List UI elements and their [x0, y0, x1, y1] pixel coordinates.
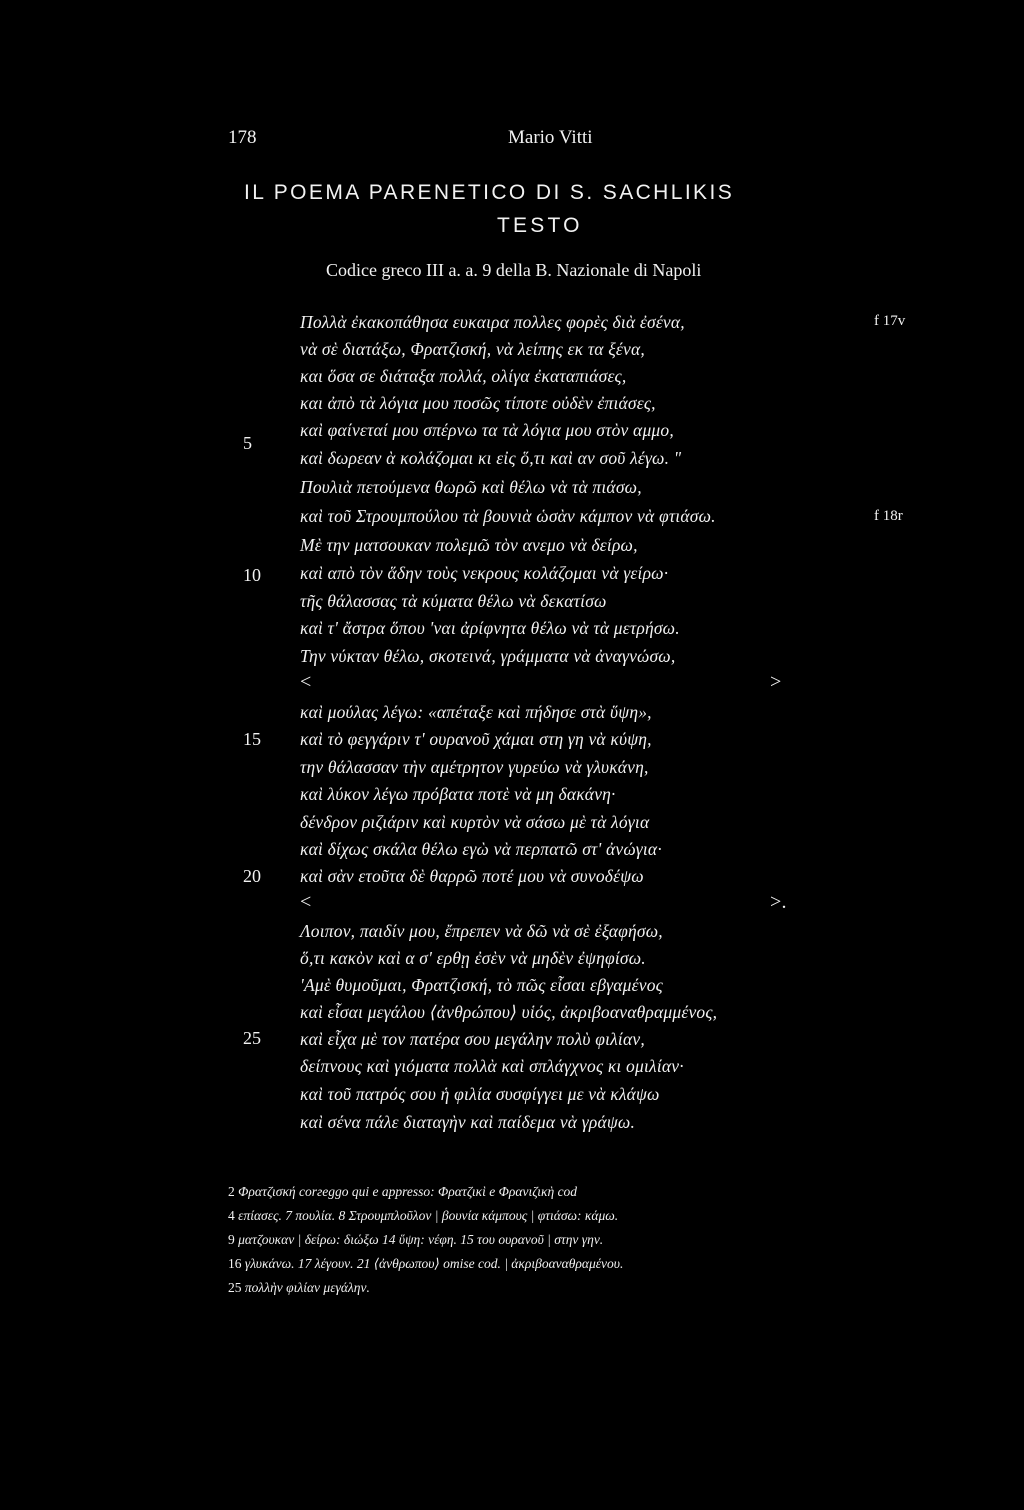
section-subtitle: TESTO — [497, 214, 583, 237]
line-number: 20 — [243, 866, 261, 886]
verse-line: καὶ φαίνεταί μου σπέρνω τα τὰ λόγια μου στὸν αμμο, — [300, 420, 674, 440]
folio-mark: f 18r — [874, 508, 903, 524]
verse-line: τῆς θάλασσας τὰ κύματα θέλω νὰ δεκατίσω — [300, 591, 607, 611]
lacuna-open-bracket: < — [300, 671, 312, 693]
verse-line: καὶ εἶσαι μεγάλου ⟨ἀνθρώπου⟩ υἱός, ἀκριβοαναθραμμένος, — [300, 1002, 718, 1022]
folio-mark: f 17v — [874, 313, 906, 329]
verse-line: καὶ σὰν ετοῦτα δὲ θαρρῶ ποτέ μου νὰ συνοδέψω — [300, 866, 644, 886]
line-number: 15 — [243, 729, 261, 749]
apparatus-number: 4 — [228, 1208, 235, 1223]
verse-line: νὰ σὲ διατάξω, Φρατζισκή, νὰ λείπης εκ τα ξένα, — [300, 339, 645, 359]
apparatus-text: γλυκάνω. 17 λέγουν. 21 ⟨ἀνθρωπου⟩ omise cod. | ἀκριβοαναθραμένου. — [244, 1256, 624, 1271]
verse-line: καὶ τοῦ Στρουμπούλου τὰ βουνιὰ ὡσὰν κάμπον νὰ φτιάσω. — [300, 506, 716, 526]
verse-line: Πουλιὰ πετούμενα θωρῶ καὶ θέλω νὰ τὰ πιάσω, — [300, 477, 642, 497]
page-number: 178 — [228, 127, 257, 148]
verse-line: δείπνους καὶ γιόματα πολλὰ καὶ σπλάγχνος κι ομιλίαν· — [300, 1056, 684, 1076]
apparatus-line — [228, 1280, 370, 1296]
verse-line: καὶ απὸ τὸν ἅδην τοὺς νεκρους κολάζομαι νὰ γείρω· — [300, 563, 669, 583]
apparatus-line — [228, 1208, 618, 1224]
lacuna-close-bracket: >. — [770, 891, 787, 913]
verse-line: καὶ δωρεαν ὰ κολάζομαι κι εἰς ὅ,τι καὶ αν σοῦ λέγω. " — [300, 448, 682, 468]
verse-line: καὶ τ' ἄστρα ὅπου 'ναι ἀρίφνητα θέλω νὰ τὰ μετρήσω. — [300, 618, 680, 638]
apparatus-line — [228, 1184, 577, 1200]
verse-line: καὶ μούλας λέγω: «απέταξε καὶ πήδησε στὰ ὕψη», — [300, 702, 652, 722]
verse-line: καὶ λύκον λέγω πρόβατα ποτὲ νὰ μη δακάνη· — [300, 784, 616, 804]
apparatus-text: επίασες. 7 πουλία. 8 Στρουμπλοῦλον | βουνία κάμπους | φτιάσω: κάμω. — [238, 1208, 619, 1223]
line-number: 25 — [243, 1028, 261, 1048]
apparatus-line — [228, 1232, 603, 1248]
verse-line: δένδρον ριζιάριν καὶ κυρτὸν νὰ σάσω μὲ τὰ λόγια — [300, 812, 650, 832]
apparatus-text: ματζουκαν | δείρω: διώξω 14 ὕψη: νέφη. 15 του ουρανοῦ | στην γην. — [238, 1232, 604, 1247]
manuscript-source: Codice greco III a. a. 9 della B. Nazionale di Napoli — [326, 260, 702, 280]
verse-line: καὶ εἶχα μὲ τον πατέρα σου μεγάλην πολὺ φιλίαν, — [300, 1029, 645, 1049]
verse-line: την θάλασσαν τὴν αμέτρητον γυρεύω νὰ γλυκάνη, — [300, 757, 649, 777]
verse-line: καὶ δίχως σκάλα θέλω εγὼ νὰ περπατῶ στ' ἀνώγια· — [300, 839, 662, 859]
verse-line: 'Αμὲ θυμοῦμαι, Φρατζισκή, τὸ πῶς εἶσαι εβγαμένος — [300, 975, 663, 995]
lacuna-open-bracket: < — [300, 891, 312, 913]
apparatus-number: 2 — [228, 1184, 235, 1199]
verse-line: Πολλὰ ἐκακοπάθησα ευκαιρα πολλες φορὲς διὰ ἐσένα, — [300, 312, 685, 332]
verse-line: Μὲ την ματσουκαν πολεμῶ τὸν ανεμο νὰ δείρω, — [300, 535, 638, 555]
verse-line: Λοιπον, παιδίν μου, ἔπρεπεν νὰ δῶ νὰ σὲ ἐξαφήσω, — [300, 921, 663, 941]
line-number: 10 — [243, 565, 261, 585]
running-head-author: Mario Vitti — [508, 127, 593, 148]
apparatus-text: Φρατζισκή corгeggo qui e appresso: Φρατζικὶ e Φρανιζικὴ cod — [238, 1184, 578, 1199]
article-title: IL POEMA PARENETICO DI S. SACHLIKIS — [244, 181, 735, 204]
verse-line: και ὅσα σε διάταξα πολλά, ολίγα ἐκαταπιάσες, — [300, 366, 627, 386]
verse-line: καὶ τοῦ πατρός σου ἡ φιλία συσφίγγει με νὰ κλάψω — [300, 1084, 660, 1104]
apparatus-number: 25 — [228, 1280, 242, 1295]
verse-line: καὶ τὸ φεγγάριν τ' ουρανοῦ χάμαι στη γη νὰ κύψη, — [300, 729, 652, 749]
verse-line: Την νύκταν θέλω, σκοτεινά, γράμματα νὰ ἀναγνώσω, — [300, 646, 676, 666]
verse-line: ὅ,τι κακὸν καὶ α σ' ερθῃ ἐσὲν νὰ μηδὲν ἐψηφίσω. — [300, 948, 646, 968]
apparatus-number: 9 — [228, 1232, 235, 1247]
lacuna-close-bracket: > — [770, 671, 782, 693]
apparatus-text: πολλὴν φιλίαν μεγάλην. — [244, 1280, 370, 1295]
verse-line: καὶ σένα πάλε διαταγὴν καὶ παίδεμα νὰ γράψω. — [300, 1112, 636, 1132]
apparatus-line — [228, 1256, 623, 1272]
verse-line: και ἀπὸ τὰ λόγια μου ποσῶς τίποτε οὐδὲν ἐπιάσες, — [300, 393, 656, 413]
apparatus-number: 16 — [228, 1256, 242, 1271]
line-number: 5 — [243, 433, 252, 453]
